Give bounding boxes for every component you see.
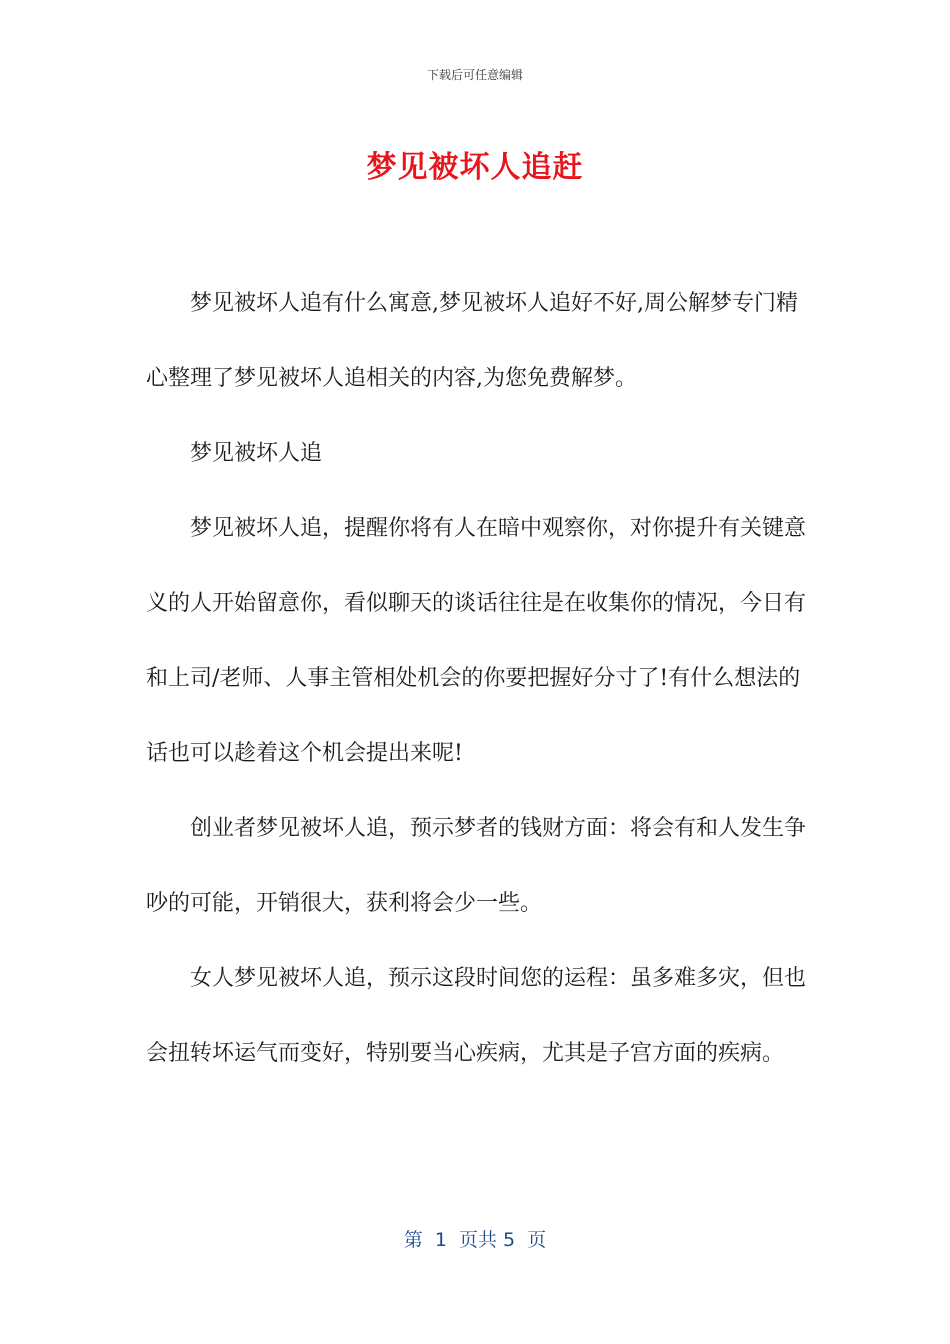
header-note: 下载后可任意编辑 [426, 68, 523, 82]
document-title: 梦见被坏人追赶 [366, 150, 584, 185]
paragraph-entrepreneur: 创业者梦见被坏人追，预示梦者的钱财方面：将会有和人发生争吵的可能，开销很大，获利将会少一些。 [146, 816, 807, 916]
paragraph-intro: 梦见被坏人追有什么寓意,梦见被坏人追好不好,周公解梦专门精心整理了梦见被坏人追相关的内容,为您免费解梦。 [146, 291, 798, 391]
paragraph-woman: 女人梦见被坏人追，预示这段时间您的运程：虽多难多灾，但也会扭转坏运气而变好，特别要当心疾病，尤其是子宫方面的疾病。 [146, 966, 807, 1066]
document-body [146, 266, 806, 1091]
paragraph-meaning: 梦见被坏人追，提醒你将有人在暗中观察你，对你提升有关键意义的人开始留意你，看似聊天的谈话往往是在收集你的情况，今日有和上司/老师、人事主管相处机会的你要把握好分寸了!有什么想法的话也可以趁着这个机会提出来呢! [146, 516, 807, 766]
paragraph-subheading: 梦见被坏人追 [190, 441, 323, 466]
page-number-footer: 第 1 页共 5 页 [403, 1229, 547, 1251]
